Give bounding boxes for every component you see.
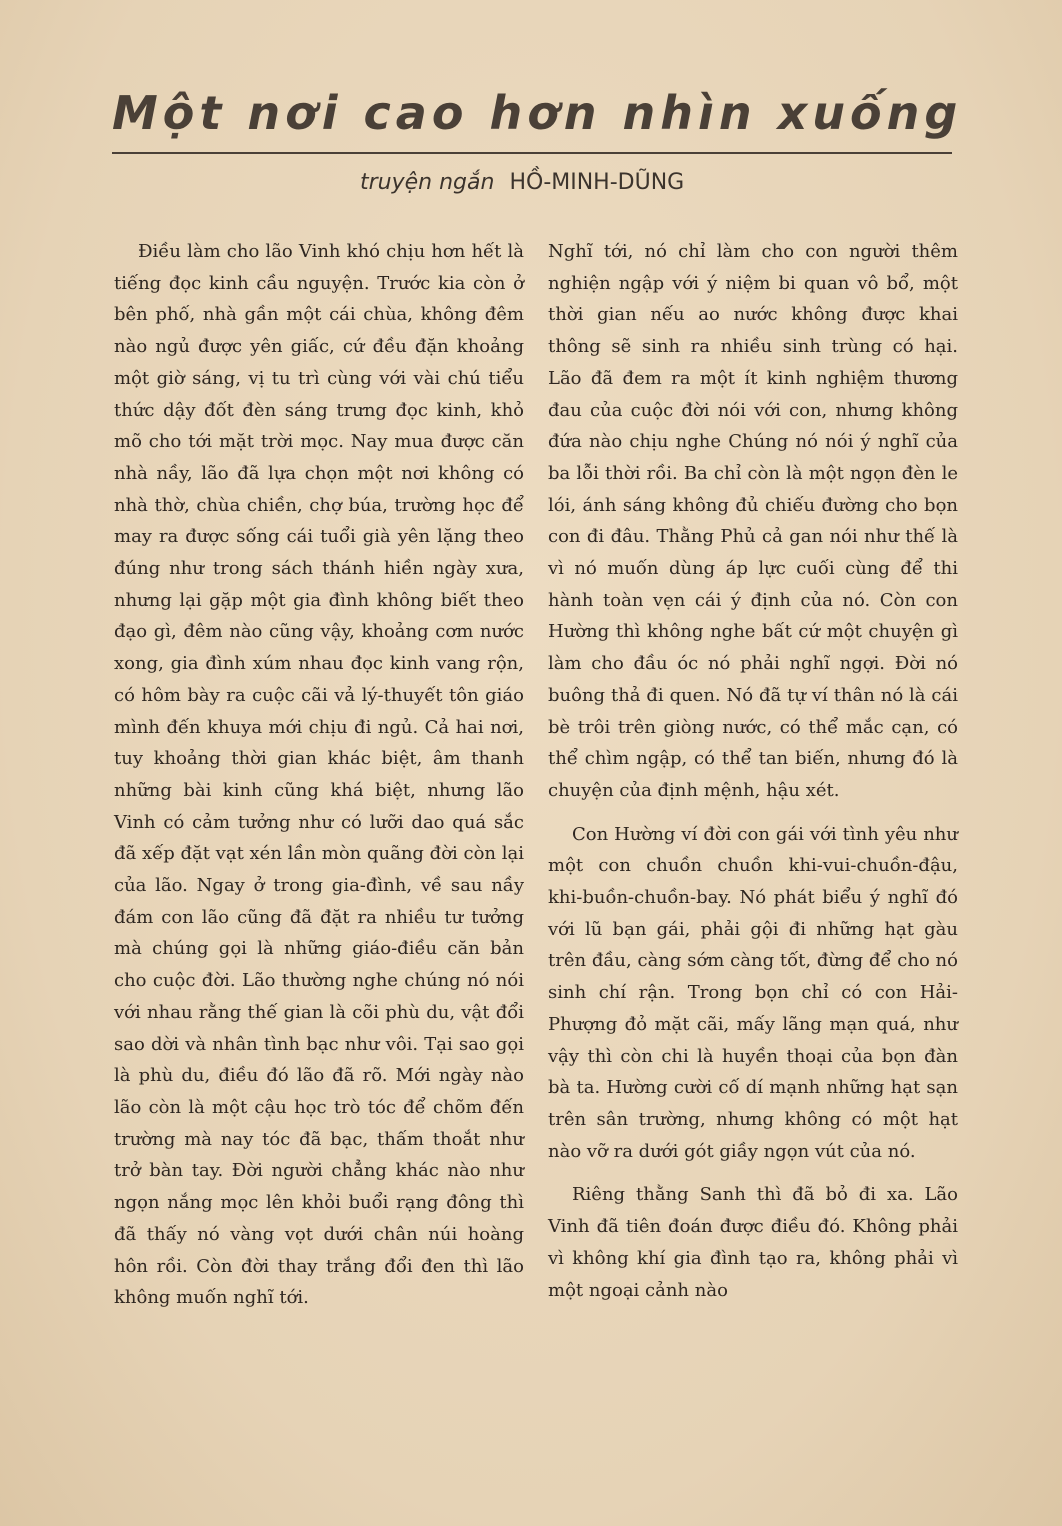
paragraph: Con Hường ví đời con gái với tình yêu như một con chuồn chuồn khi-vui-chuồn-đậu, khi-buồn-chuồn-bay. Nó phát biểu ý nghĩ đó với lũ bạn gái, phải gội đi những hạt gàu trên đầu, càng sớm càng tốt, đừng để cho nó sinh chí rận. Trong bọn chỉ có con Hải-Phượng đỏ mặt cãi, mấy lãng mạn quá, như vậy thì còn chi là huyền thoại của bọn đàn bà ta. Hường cười cố dí mạnh những hạt sạn trên sân trường, nhưng không có một hạt nào vỡ ra dưới gót giầy ngọn vút của nó.: [548, 823, 958, 1162]
byline-author: HỒ-MINH-DŨNG: [509, 170, 685, 195]
paragraph: Riêng thằng Sanh thì đã bỏ đi xa. Lão Vinh đã tiên đoán được điều đó. Không phải vì không khí gia đình tạo ra, không phải vì một ngoại cảnh nào: [548, 1184, 958, 1301]
byline: [360, 170, 760, 195]
right-column: [548, 236, 958, 1306]
paragraph: Nghĩ tới, nó chỉ làm cho con người thêm nghiện ngập với ý niệm bi quan vô bổ, một thời gian nếu ao nước không được khai thông sẽ sinh ra nhiều sinh trùng có hại. Lão đã đem ra một ít kinh nghiệm thương đau của cuộc đời nói với con, nhưng không đứa nào chịu nghe Chúng nó nói ý nghĩ của ba lỗi thời rồi. Ba chỉ còn là một ngọn đèn le lói, ánh sáng không đủ chiếu đường cho bọn con đi đâu. Thằng Phủ cả gan nói như thế là vì nó muốn dùng áp lực cuối cùng để thi hành toàn vẹn cái ý định của nó. Còn con Hường thì không nghe bất cứ một chuyện gì làm cho đầu óc nó phải nghĩ ngợi. Đời nó buông thả đi quen. Nó đã tự ví thân nó là cái bè trôi trên giòng nước, có thể mắc cạn, có thể chìm ngập, có thể tan biến, nhưng đó là chuyện của định mệnh, hậu xét.: [548, 241, 958, 801]
title-rule: [112, 152, 952, 154]
byline-kind: truyện ngắn: [360, 170, 495, 195]
paragraph: Điều làm cho lão Vinh khó chịu hơn hết là tiếng đọc kinh cầu nguyện. Trước kia còn ở bên phố, nhà gần một cái chùa, không đêm nào ngủ được yên giấc, cứ đều đặn khoảng một giờ sáng, vị tu trì cùng với vài chú tiểu thức dậy đốt đèn sáng trưng đọc kinh, khỏ mõ cho tới mặt trời mọc. Nay mua được căn nhà nầy, lão đã lựa chọn một nơi không có nhà thờ, chùa chiền, chợ búa, trường học để may ra được sống cái tuổi già yên lặng theo đúng như trong sách thánh hiền ngày xưa, nhưng lại gặp một gia đình không biết theo đạo gì, đêm nào cũng vậy, khoảng cơm nước xong, gia đình xúm nhau đọc kinh vang rộn, có hôm bày ra cuộc cãi vả lý-thuyết tôn giáo mình đến khuya mới chịu đi ngủ. Cả hai nơi, tuy khoảng thời gian khác biệt, âm thanh những bài kinh cũng khá biệt, nhưng lão Vinh có cảm tưởng như có lưỡi dao quá sắc đã xếp đặt vạt xén lần mòn quãng đời còn lại của lão. Ngay ở trong gia-đình, về sau nầy đám con lão cũng đã đặt ra nhiều tư tưởng mà chúng gọi là những giáo-điều căn bản cho cuộc đời. Lão thường nghe chúng nó nói với nhau rằng thế gian là cõi phù du, vật đổi sao dời và nhân tình bạc như vôi. Tại sao gọi là phù du, điều đó lão đã rõ. Mới ngày nào lão còn là một cậu học trò tóc để chõm đến trường mà nay tóc đã bạc, thấm thoắt như trở bàn tay. Đời người chẳng khác nào như ngọn nắng mọc lên khỏi buổi rạng đông thì đã thấy nó vàng vọt dưới chân núi hoàng hôn rồi. Còn đời thay trắng đổi đen thì lão không muốn nghĩ tới.: [114, 241, 524, 1309]
article-title: Một nơi cao hơn nhìn xuống: [112, 86, 963, 140]
left-column: [114, 236, 524, 1314]
